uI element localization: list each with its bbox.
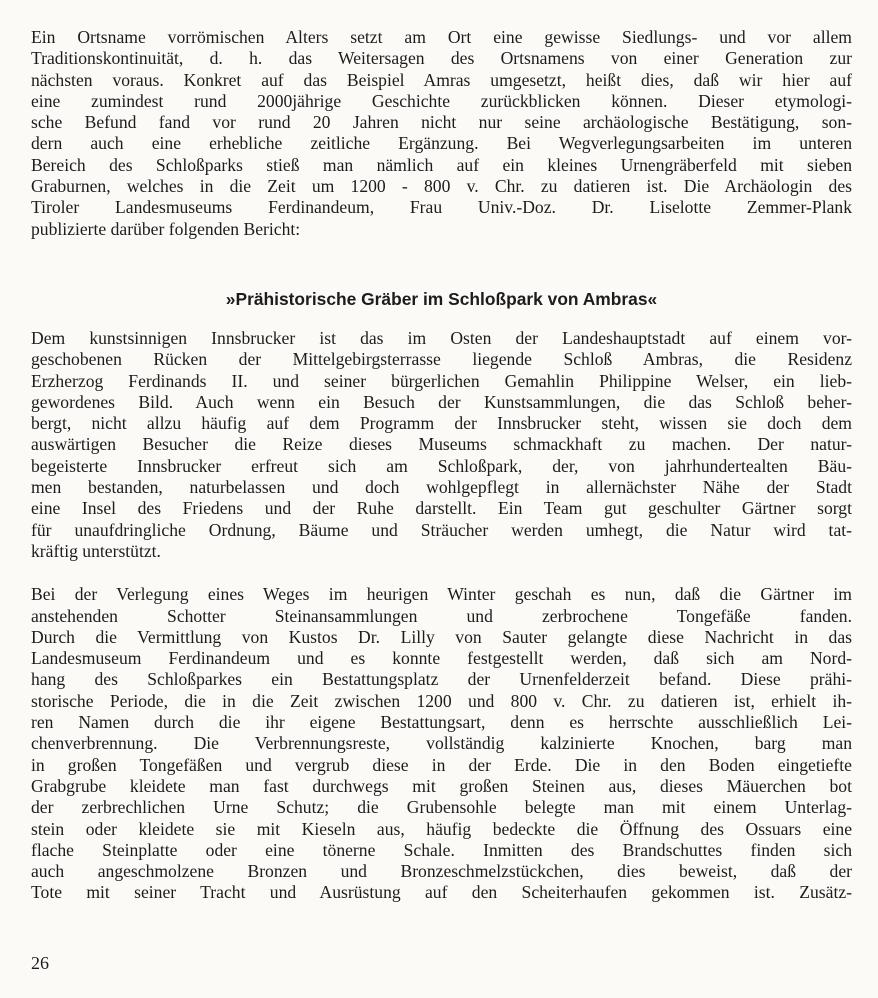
text-line: in großen Tongefäßen und vergrub diese in der Erde. Die in den Boden eingetiefte	[31, 754, 852, 775]
text-line: anstehenden Schotter Steinansammlungen und zerbrochene Tongefäße fanden.	[31, 605, 852, 626]
text-line: Traditionskontinuität, d. h. das Weitersagen des Ortsnamens von einer Generation zur	[31, 48, 852, 69]
text-line: Dem kunstsinnigen Innsbrucker ist das im Osten der Landeshauptstadt auf einem vor-	[31, 327, 852, 348]
text-line: eine zumindest rund 2000jährige Geschichte zurückblicken können. Dieser etymologi-	[31, 90, 852, 111]
text-line: Landesmuseum Ferdinandeum und es konnte festgestellt werden, daß sich am Nord-	[31, 648, 852, 669]
text-line: kräftig unterstützt.	[31, 540, 161, 561]
text-line: begeisterte Innsbrucker erfreut sich am Schloßpark, der, von jahrhundertealten Bäu-	[31, 455, 852, 476]
text-line: Tote mit seiner Tracht und Ausrüstung auf den Scheiterhaufen gekommen ist. Zusätz-	[31, 882, 852, 903]
text-line: men bestanden, naturbelassen und doch wohlgepflegt in allernächster Nähe der Stadt	[31, 477, 852, 498]
text-line: eine Insel des Friedens und der Ruhe darstellt. Ein Team gut geschulter Gärtner sorgt	[31, 498, 852, 519]
text-line: geschobenen Rücken der Mittelgebirgsterrasse liegende Schloß Ambras, die Residenz	[31, 349, 852, 370]
text-line: storische Periode, die in die Zeit zwischen 1200 und 800 v. Chr. zu datieren ist, erhielt ih-	[31, 690, 852, 711]
text-line: nächsten voraus. Konkret auf das Beispiel Amras umgesetzt, heißt dies, daß wir hier auf	[31, 69, 852, 90]
text-line: stein oder kleidete sie mit Kieseln aus, häufig bedeckte die Öffnung des Ossuars eine	[31, 818, 852, 839]
report-paragraph-2	[31, 584, 852, 903]
text-line: Erzherzog Ferdinands II. und seiner bürgerlichen Gemahlin Philippine Welser, ein lieb-	[31, 370, 852, 391]
text-line: chenverbrennung. Die Verbrennungsreste, vollständig kalzinierte Knochen, barg man	[31, 733, 852, 754]
text-line: Bei der Verlegung eines Weges im heurigen Winter geschah es nun, daß die Gärtner im	[31, 584, 852, 605]
text-line: hang des Schloßparkes ein Bestattungsplatz der Urnenfelderzeit befand. Diese prähi-	[31, 669, 852, 690]
text-line: auch angeschmolzene Bronzen und Bronzeschmelzstückchen, dies beweist, daß der	[31, 861, 852, 882]
report-paragraph-1	[31, 328, 852, 562]
text-line: ren Namen durch die ihr eigene Bestattungsart, denn es herrschte ausschließlich Lei-	[31, 712, 852, 733]
text-line: Graburnen, welches in die Zeit um 1200 - 800 v. Chr. zu datieren ist. Die Archäologin des	[31, 176, 852, 197]
text-line: für unaufdringliche Ordnung, Bäume und Sträucher werden umhegt, die Natur wird tat-	[31, 519, 852, 540]
text-line: auswärtigen Besucher die Reize dieses Museums schmackhaft zu machen. Der natur-	[31, 434, 852, 455]
page-number: 26	[31, 953, 49, 973]
text-line: gewordenes Bild. Auch wenn ein Besuch der Kunstsammlungen, die das Schloß beher-	[31, 391, 852, 412]
text-line: flache Steinplatte oder eine tönerne Schale. Inmitten des Brandschuttes finden sich	[31, 839, 852, 860]
text-line: Bereich des Schloßparks stieß man nämlich auf ein kleines Urnengräberfeld mit sieben	[31, 154, 852, 175]
text-line: Durch die Vermittlung von Kustos Dr. Lilly von Sauter gelangte diese Nachricht in das	[31, 626, 852, 647]
text-line: publizierte darüber folgenden Bericht:	[31, 218, 301, 239]
text-line: bergt, nicht allzu häufig auf dem Programm der Innsbrucker steht, wissen sie doch dem	[31, 413, 852, 434]
intro-paragraph	[31, 27, 852, 240]
text-line: dern auch eine erhebliche zeitliche Ergänzung. Bei Wegverlegungsarbeiten im unteren	[31, 133, 852, 154]
section-heading: »Prähistorische Gräber im Schloßpark von Ambras«	[225, 288, 658, 309]
text-line: der zerbrechlichen Urne Schutz; die Grubensohle belegte man mit einem Unterlag-	[31, 797, 852, 818]
text-line: Ein Ortsname vorrömischen Alters setzt am Ort eine gewisse Siedlungs- und vor allem	[31, 27, 852, 47]
text-line: Tiroler Landesmuseums Ferdinandeum, Frau Univ.-Doz. Dr. Liselotte Zemmer-Plank	[31, 197, 852, 218]
text-line: sche Befund fand vor rund 20 Jahren nicht nur seine archäologische Bestätigung, son-	[31, 112, 852, 133]
text-line: Grabgrube kleidete man fast durchwegs mit großen Steinen aus, dieses Mäuerchen bot	[31, 775, 852, 796]
